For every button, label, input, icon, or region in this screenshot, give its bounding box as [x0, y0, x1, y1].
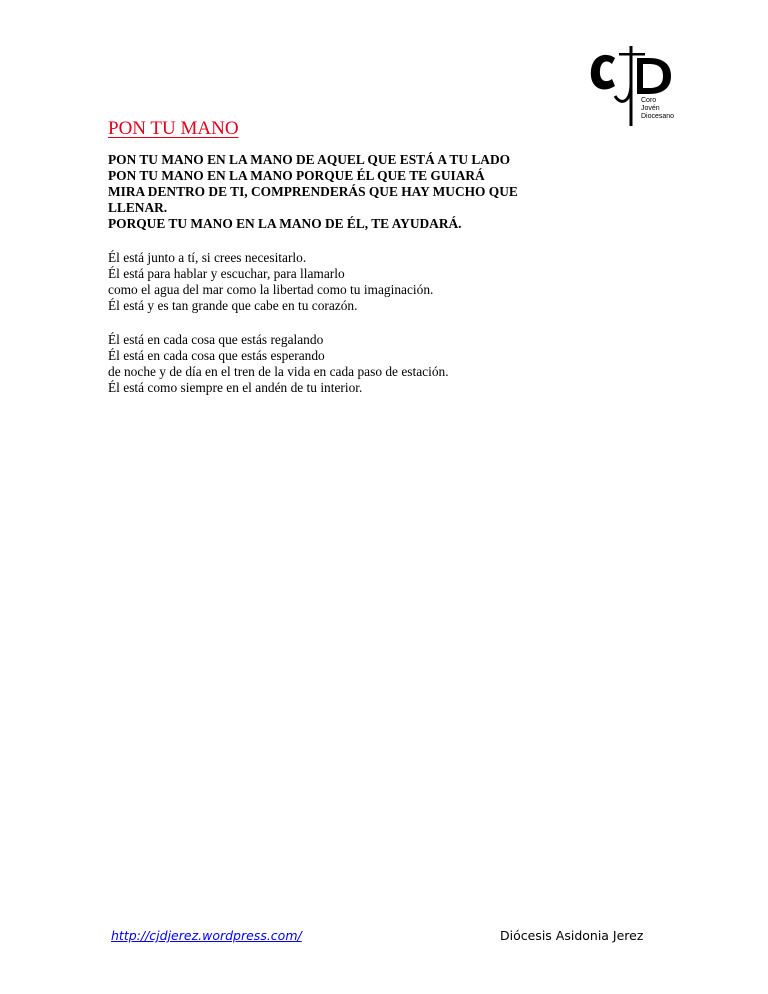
cjd-logo — [585, 44, 677, 128]
logo-caption — [641, 97, 674, 121]
footer-website-link[interactable]: http://cjdjerez.wordpress.com/ — [111, 928, 302, 943]
verse-line: Él está en cada cosa que estás regalando — [108, 332, 324, 347]
logo-caption-line: Diocesano — [641, 113, 675, 120]
chorus-line: PON TU MANO EN LA MANO PORQUE ÉL QUE TE GUIARÁ — [108, 168, 485, 183]
song-title: PON TU MANO — [108, 118, 239, 139]
verse-line: como el agua del mar como la libertad como tu imaginación. — [108, 282, 434, 297]
verse-line: Él está como siempre en el andén de tu interior. — [108, 380, 363, 395]
chorus-line: MIRA DENTRO DE TI, COMPRENDERÁS QUE HAY MUCHO QUE — [108, 184, 518, 199]
chorus-line: PORQUE TU MANO EN LA MANO DE ÉL, TE AYUDARÁ. — [108, 216, 462, 231]
verse-1 — [108, 250, 648, 314]
verse-line: de noche y de día en el tren de la vida en cada paso de estación. — [108, 364, 449, 379]
chorus-line: LLENAR. — [108, 200, 168, 215]
verse-line: Él está para hablar y escuchar, para llamarlo — [108, 266, 345, 281]
chorus — [108, 152, 628, 232]
logo-caption-line: Jovén — [641, 105, 660, 112]
verse-line: Él está en cada cosa que estás esperando — [108, 348, 325, 363]
chorus-line: PON TU MANO EN LA MANO DE AQUEL QUE ESTÁ A TU LADO — [108, 152, 511, 167]
verse-2 — [108, 332, 648, 396]
logo-caption-line: Coro — [641, 97, 657, 104]
verse-line: Él está junto a tí, si crees necesitarlo. — [108, 250, 307, 265]
footer-diocese: Diócesis Asidonia Jerez — [500, 928, 644, 943]
verse-line: Él está y es tan grande que cabe en tu corazón. — [108, 298, 358, 313]
